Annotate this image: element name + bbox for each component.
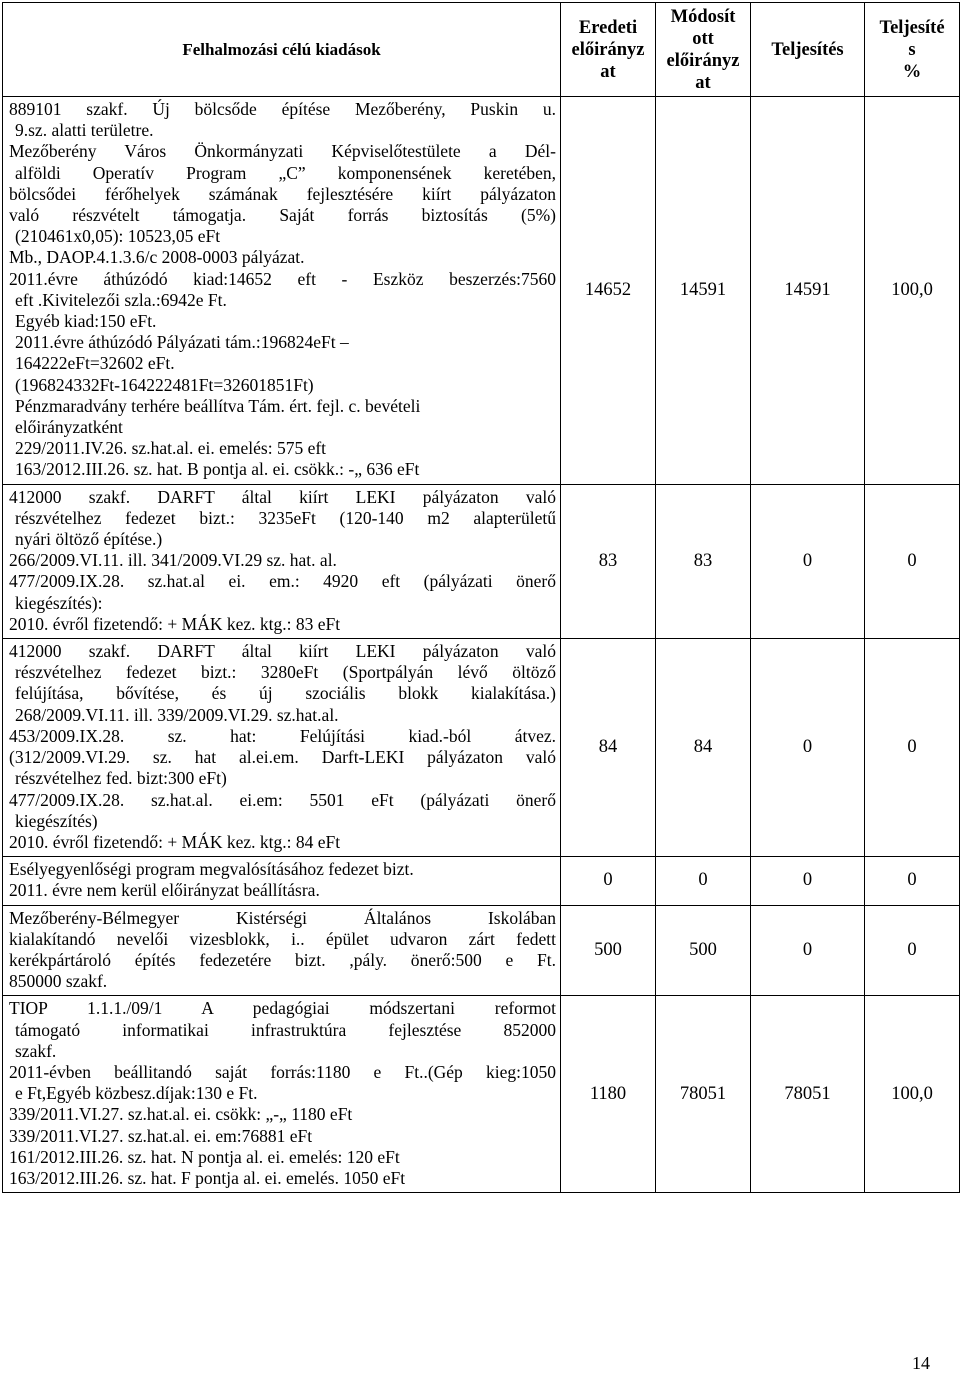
cell-modified: 500 <box>656 905 751 996</box>
table-row <box>3 905 960 996</box>
header-modified: Módosít ott előirányz at <box>656 3 751 97</box>
row-description: Mezőberény-Bélmegyer Kistérségi Általános Iskolában kialakítandó nevelői vizesblokk, i.. épület udvaron zárt fedett kerékpártároló építés fedezetére bizt. ,pály. önerő:500 e Ft. 850000 szakf. <box>3 905 561 996</box>
cell-performance: 0 <box>751 484 865 638</box>
cell-percent: 100,0 <box>865 996 960 1193</box>
cell-original: 14652 <box>561 97 656 485</box>
cell-performance: 78051 <box>751 996 865 1193</box>
table-row <box>3 484 960 638</box>
header-performance: Teljesítés <box>751 3 865 97</box>
row-description: 889101 szakf. Új bölcsőde építése Mezőberény, Puskin u. 9.sz. alatti területre. Mezőberény Város Önkormányzati Képviselőtestülete a Dél- alföldi Operatív Program „C” komponensének keretében, bölcsődei férőhelyek számának fejlesztésére kiírt pályázaton való részvételt támogatja. Saját forrás biztosítás (5%) (210461x0,05): 10523,05 eFt Mb., DAOP.4.1.3.6/c 2008-0003 pályázat. 2011.évre áthúzódó kiad:14652 eft - Eszköz beszerzés:7560 eft .Kivitelezői szla.:6942e Ft. Egyéb kiad:150 eFt. 2011.évre áthúzódó Pályázati tám.:196824eFt – 164222eFt=32602 eFt. (196824332Ft-164222481Ft=32601851Ft) Pénzmaradvány terhére beállítva Tám. ért. fejl. c. bevételi előirányzatként 229/2011.IV.26. sz.hat.al. ei. emelés: 575 eft 163/2012.III.26. sz. hat. B pontja al. ei. csökk.: -„ 636 eFt <box>3 97 561 485</box>
cell-original: 0 <box>561 857 656 905</box>
cell-modified: 78051 <box>656 996 751 1193</box>
header-percent: Teljesíté s % <box>865 3 960 97</box>
cell-performance: 0 <box>751 857 865 905</box>
header-description: Felhalmozási célú kiadások <box>3 3 561 97</box>
cell-original: 84 <box>561 639 656 857</box>
budget-table <box>2 2 960 1193</box>
cell-percent: 0 <box>865 639 960 857</box>
cell-percent: 0 <box>865 484 960 638</box>
table-header-row <box>3 3 960 97</box>
cell-modified: 14591 <box>656 97 751 485</box>
table-row <box>3 857 960 905</box>
cell-original: 500 <box>561 905 656 996</box>
cell-percent: 0 <box>865 857 960 905</box>
header-original: Eredeti előirányz at <box>561 3 656 97</box>
row-description: Esélyegyenlőségi program megvalósításához fedezet bizt. 2011. évre nem kerül előirányzat beállításra. <box>3 857 561 905</box>
cell-original: 1180 <box>561 996 656 1193</box>
cell-modified: 0 <box>656 857 751 905</box>
cell-performance: 0 <box>751 905 865 996</box>
row-description: TIOP 1.1.1./09/1 A pedagógiai módszertani reformot támogató informatikai infrastruktúra fejlesztése 852000 szakf. 2011-évben beállitandó saját forrás:1180 e Ft..(Gép kieg:1050 e Ft,Egyéb közbesz.díjak:130 e Ft. 339/2011.VI.27. sz.hat.al. ei. csökk: „-„ 1180 eFt 339/2011.VI.27. sz.hat.al. ei. em:76881 eFt 161/2012.III.26. sz. hat. N pontja al. ei. emelés: 120 eFt 163/2012.III.26. sz. hat. F pontja al. ei. emelés. 1050 eFt <box>3 996 561 1193</box>
row-description: 412000 szakf. DARFT által kiírt LEKI pályázaton való részvételhez fedezet bizt.: 3235eFt (120-140 m2 alapterületű nyári öltöző építése.) 266/2009.VI.11. ill. 341/2009.VI.29 sz. hat. al. 477/2009.IX.28. sz.hat.al ei. em.: 4920 eft (pályázati önerő kiegészítés): 2010. évről fizetendő: + MÁK kez. ktg.: 83 eFt <box>3 484 561 638</box>
cell-percent: 100,0 <box>865 97 960 485</box>
row-description: 412000 szakf. DARFT által kiírt LEKI pályázaton való részvételhez fedezet bizt.: 3280eFt (Sportpályán lévő öltöző felújítása, bővítése, és új szociális blokk kialakítása.) 268/2009.VI.11. ill. 339/2009.VI.29. sz.hat.al. 453/2009.IX.28. sz. hat: Felújítási kiad.-ból átvez. (312/2009.VI.29. sz. hat al.ei.em. Darft-LEKI pályázaton való részvételhez fed. bizt:300 eFt) 477/2009.IX.28. sz.hat.al. ei.em: 5501 eFt (pályázati önerő kiegészítés) 2010. évről fizetendő: + MÁK kez. ktg.: 84 eFt <box>3 639 561 857</box>
cell-original: 83 <box>561 484 656 638</box>
cell-modified: 84 <box>656 639 751 857</box>
cell-percent: 0 <box>865 905 960 996</box>
table-row <box>3 639 960 857</box>
table-row <box>3 97 960 485</box>
page-number: 14 <box>912 1353 930 1373</box>
cell-performance: 14591 <box>751 97 865 485</box>
table-row <box>3 996 960 1193</box>
cell-modified: 83 <box>656 484 751 638</box>
cell-performance: 0 <box>751 639 865 857</box>
